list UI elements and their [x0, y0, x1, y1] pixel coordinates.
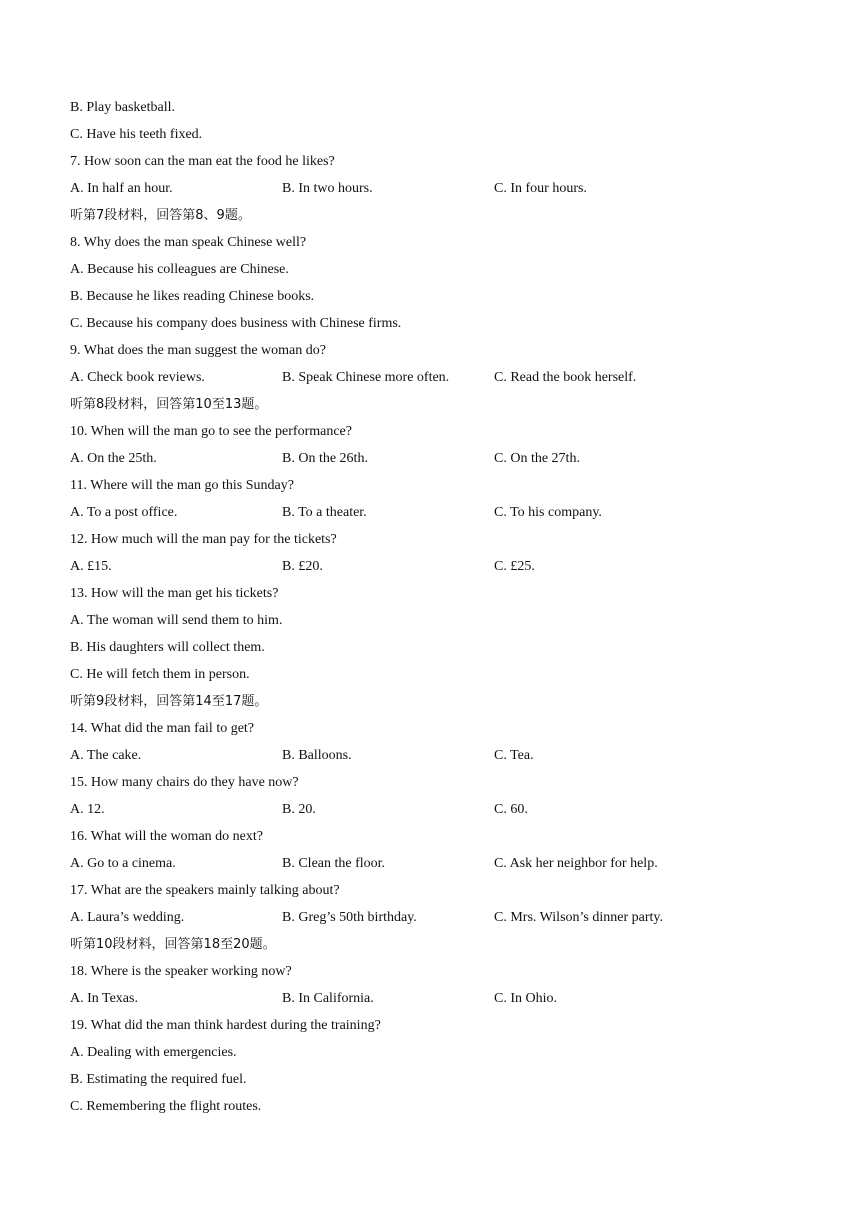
answer-option-b: B. In California.: [282, 991, 374, 1006]
answer-option-c: C. To his company.: [494, 505, 602, 520]
answer-option-b: B. In two hours.: [282, 181, 373, 196]
answer-option-c: C. In four hours.: [494, 181, 587, 196]
answer-option-a: A. In Texas.: [70, 991, 138, 1006]
text-line: B. Because he likes reading Chinese books.: [70, 289, 315, 304]
answer-option-b: B. On the 26th.: [282, 451, 368, 466]
section-instruction: 听第9段材料，回答第14至17题。: [70, 694, 268, 709]
answer-option-c: C. Tea.: [494, 748, 534, 763]
answer-options-row: [70, 985, 810, 1012]
answer-option-a: A. Check book reviews.: [70, 370, 205, 385]
answer-option-c: C. £25.: [494, 559, 535, 574]
answer-options-row: [70, 175, 810, 202]
text-line: 11. Where will the man go this Sunday?: [70, 478, 294, 493]
document-page: [70, 94, 810, 1120]
text-line: C. He will fetch them in person.: [70, 667, 250, 682]
answer-options-row: [70, 742, 810, 769]
answer-option-a: A. On the 25th.: [70, 451, 157, 466]
answer-option-a: A. Go to a cinema.: [70, 856, 176, 871]
answer-option-c: C. 60.: [494, 802, 528, 817]
answer-option-a: A. In half an hour.: [70, 181, 173, 196]
answer-option-b: B. £20.: [282, 559, 323, 574]
text-line: 13. How will the man get his tickets?: [70, 586, 279, 601]
text-line: 7. How soon can the man eat the food he likes?: [70, 154, 335, 169]
answer-options-row: [70, 796, 810, 823]
answer-option-c: C. On the 27th.: [494, 451, 580, 466]
answer-option-b: B. Speak Chinese more often.: [282, 370, 450, 385]
text-line: 12. How much will the man pay for the tickets?: [70, 532, 337, 547]
answer-option-a: A. The cake.: [70, 748, 142, 763]
text-line: 10. When will the man go to see the performance?: [70, 424, 352, 439]
answer-options-row: [70, 850, 810, 877]
answer-options-row: [70, 445, 810, 472]
text-line: A. The woman will send them to him.: [70, 613, 283, 628]
answer-option-c: C. Read the book herself.: [494, 370, 637, 385]
text-line: B. His daughters will collect them.: [70, 640, 265, 655]
text-line: 15. How many chairs do they have now?: [70, 775, 299, 790]
answer-option-b: B. To a theater.: [282, 505, 367, 520]
answer-options-row: [70, 553, 810, 580]
answer-option-b: B. Balloons.: [282, 748, 352, 763]
text-line: 14. What did the man fail to get?: [70, 721, 255, 736]
answer-option-b: B. Clean the floor.: [282, 856, 386, 871]
answer-option-c: C. Ask her neighbor for help.: [494, 856, 658, 871]
answer-option-b: B. Greg’s 50th birthday.: [282, 910, 417, 925]
answer-options-row: [70, 499, 810, 526]
text-line: A. Because his colleagues are Chinese.: [70, 262, 289, 277]
answer-option-b: B. 20.: [282, 802, 316, 817]
answer-option-a: A. £15.: [70, 559, 112, 574]
text-line: 9. What does the man suggest the woman do?: [70, 343, 326, 358]
text-line: 17. What are the speakers mainly talking about?: [70, 883, 340, 898]
answer-option-c: C. Mrs. Wilson’s dinner party.: [494, 910, 663, 925]
text-line: B. Play basketball.: [70, 100, 175, 115]
answer-option-a: A. Laura’s wedding.: [70, 910, 185, 925]
text-line: 19. What did the man think hardest during the training?: [70, 1018, 381, 1033]
text-line: 8. Why does the man speak Chinese well?: [70, 235, 307, 250]
answer-option-c: C. In Ohio.: [494, 991, 557, 1006]
answer-options-row: [70, 904, 810, 931]
text-line: 18. Where is the speaker working now?: [70, 964, 292, 979]
answer-option-a: A. 12.: [70, 802, 105, 817]
section-instruction: 听第10段材料，回答第18至20题。: [70, 937, 276, 952]
text-line: C. Remembering the flight routes.: [70, 1099, 262, 1114]
text-line: B. Estimating the required fuel.: [70, 1072, 247, 1087]
section-instruction: 听第7段材料，回答第8、9题。: [70, 208, 251, 223]
text-line: C. Because his company does business with Chinese firms.: [70, 316, 402, 331]
section-instruction: 听第8段材料，回答第10至13题。: [70, 397, 268, 412]
text-line: C. Have his teeth fixed.: [70, 127, 203, 142]
answer-options-row: [70, 364, 810, 391]
text-line: A. Dealing with emergencies.: [70, 1045, 237, 1060]
answer-option-a: A. To a post office.: [70, 505, 178, 520]
text-line: 16. What will the woman do next?: [70, 829, 263, 844]
